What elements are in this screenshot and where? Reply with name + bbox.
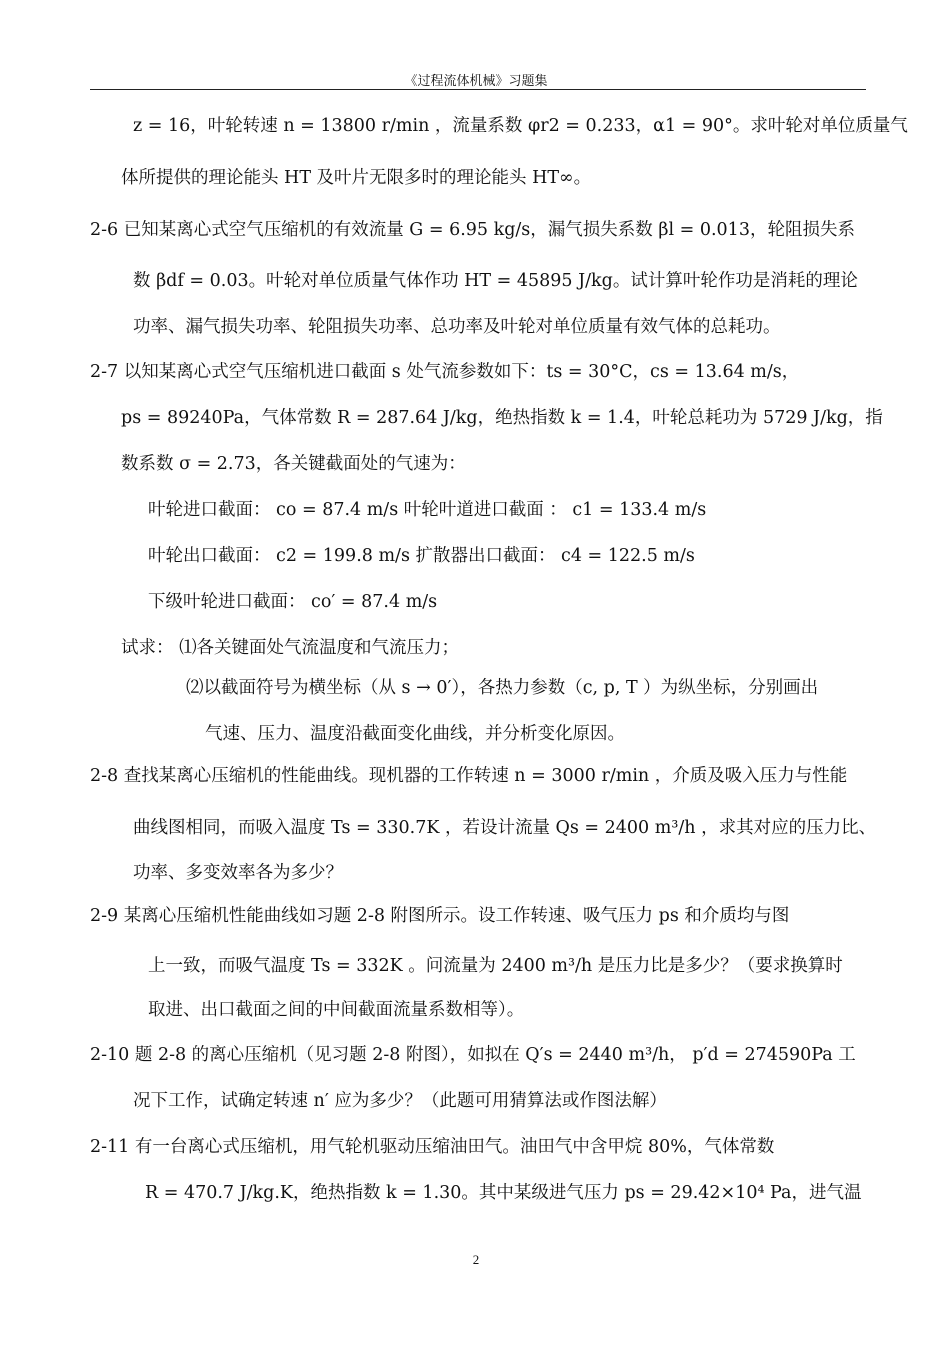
page-header: 《过程流体机械》习题集 <box>404 74 548 89</box>
text-line: 2-6 已知某离心式空气压缩机的有效流量 G = 6.95 kg/s，漏气损失系数 βl = 0.013，轮阻损失系 <box>90 220 855 240</box>
page-number: 2 <box>472 1252 480 1267</box>
text-line: 2-10 题 2-8 的离心压缩机（见习题 2-8 附图），如拟在 Q′s = 2440 m³/h， p′d = 274590Pa 工 <box>90 1045 856 1065</box>
text-line: R = 470.7 J/kg.K，绝热指数 k = 1.30。其中某级进气压力 ps = 29.42×10⁴ Pa，进气温 <box>145 1183 862 1203</box>
text-line: 取进、出口截面之间的中间截面流量系数相等）。 <box>148 1000 525 1020</box>
text-line: 数系数 σ = 2.73，各关键截面处的气速为： <box>121 454 466 474</box>
text-line: ⑵以截面符号为横坐标（从 s → 0′），各热力参数（c, p, T ）为纵坐标，分别画出 <box>186 678 819 698</box>
text-line: 2-8 查找某离心压缩机的性能曲线。现机器的工作转速 n = 3000 r/min ，介质及吸入压力与性能 <box>90 766 848 786</box>
text-line: 下级叶轮进口截面： co′ = 87.4 m/s <box>148 592 438 612</box>
text-line: 2-11 有一台离心式压缩机，用气轮机驱动压缩油田气。油田气中含甲烷 80%，气体常数 <box>90 1137 775 1157</box>
text-line: 体所提供的理论能头 HT 及叶片无限多时的理论能头 HT∞。 <box>121 168 592 188</box>
text-line: 功率、多变效率各为多少？ <box>133 863 343 883</box>
text-line: 曲线图相同，而吸入温度 Ts = 330.7K ，若设计流量 Qs = 2400 m³/h ，求其对应的压力比、 <box>133 818 877 838</box>
text-line: z = 16，叶轮转速 n = 13800 r/min ，流量系数 φr2 = 0.233，α1 = 90°。求叶轮对单位质量气 <box>133 116 908 136</box>
text-line: 上一致，而吸气温度 Ts = 332K 。问流量为 2400 m³/h 是压力比是多少？（要求换算时 <box>148 956 843 976</box>
text-line: 数 βdf = 0.03。叶轮对单位质量气体作功 HT = 45895 J/kg。试计算叶轮作功是消耗的理论 <box>133 271 858 291</box>
text-line: ps = 89240Pa，气体常数 R = 287.64 J/kg，绝热指数 k = 1.4，叶轮总耗功为 5729 J/kg，指 <box>121 408 883 428</box>
text-line: 气速、压力、温度沿截面变化曲线，并分析变化原因。 <box>205 724 625 744</box>
text-line: 叶轮出口截面： c2 = 199.8 m/s 扩散器出口截面： c4 = 122.5 m/s <box>148 546 695 566</box>
text-line: 2-9 某离心压缩机性能曲线如习题 2-8 附图所示。设工作转速、吸气压力 ps 和介质均与图 <box>90 906 790 926</box>
header-rule <box>90 89 866 90</box>
text-line: 2-7 以知某离心式空气压缩机进口截面 s 处气流参数如下：ts = 30°C，cs = 13.64 m/s， <box>90 362 800 382</box>
text-line: 叶轮进口截面： co = 87.4 m/s 叶轮叶道进口截面 ： c1 = 133.4 m/s <box>148 500 707 520</box>
text-line: 试求： ⑴各关键面处气流温度和气流压力； <box>121 638 460 658</box>
text-line: 功率、漏气损失功率、轮阻损失功率、总功率及叶轮对单位质量有效气体的总耗功。 <box>133 317 781 337</box>
text-line: 况下工作，试确定转速 n′ 应为多少？（此题可用猜算法或作图法解） <box>133 1091 667 1111</box>
